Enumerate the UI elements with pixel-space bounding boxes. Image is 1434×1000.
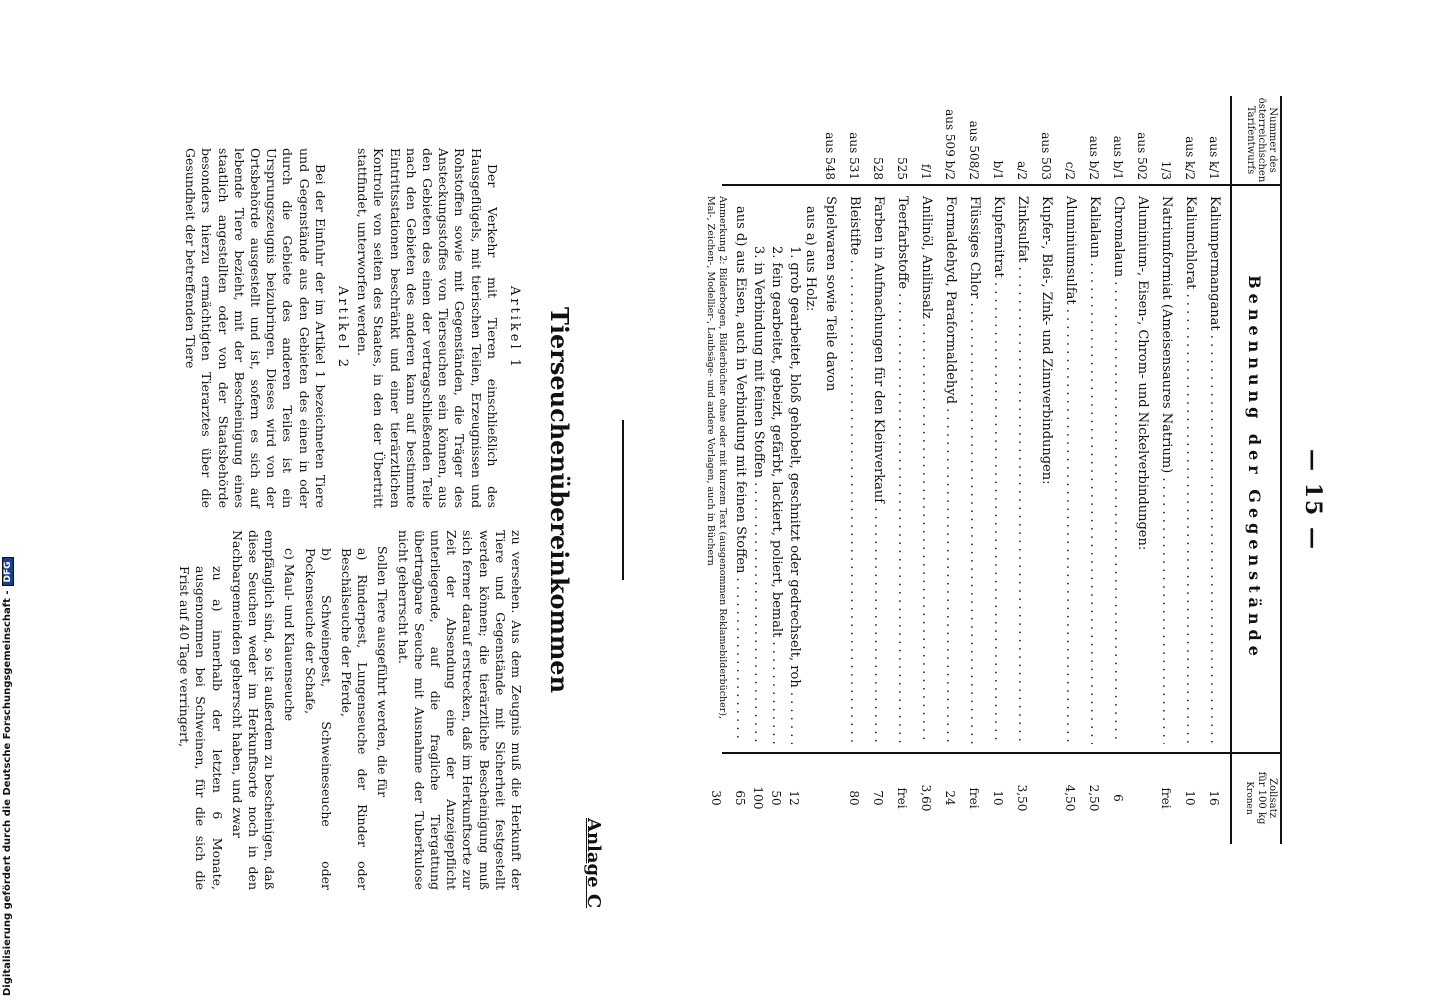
duty-rate: frei xyxy=(895,787,909,809)
item-description: Bleistifte . . . xyxy=(842,196,866,744)
item-description: Farben in Aufmachungen für den Kleinverkauf . . . xyxy=(866,196,890,744)
table-note-row xyxy=(700,96,728,844)
page-number: — 15 — xyxy=(1300,449,1326,551)
item-description: Aluminiumsulfat . . . xyxy=(1058,196,1082,744)
duty-rate: frei xyxy=(967,787,981,809)
table-top-rule xyxy=(1280,96,1282,844)
item-description: Natriumformiat (Ameisensaures Natrium) . . . xyxy=(1154,196,1178,744)
table-row xyxy=(962,96,986,844)
item-description: Kaliumpermanganat . . . xyxy=(1202,196,1226,744)
header-tariff-number: Nummer des österreichischen Tarifentwurfs xyxy=(1245,97,1278,183)
article-paragraph: Bei der Einfuhr der im Artikel 1 bezeichneten Tiere und Gegenstände aus den Gebieten des einen in oder durch die Gebiete des anderen Teiles ist ein Ursprungszeugnis beizubringen. Dieses wird von der Ortsbehörde ausgestellt und ist, sofern es sich auf lebende Tiere bezieht, mit der Bescheinigung eines staatlich angestellten oder von der Staatsbehörde besonders hierzu ermächtigten Tierarztes über die Gesundheit der betreffenden Tiere xyxy=(183,148,328,508)
item-description: aus d) aus Eisen, auch in Verbindung mit feinen Stoffen . . . xyxy=(730,206,750,744)
duty-rate: 2,50 xyxy=(1087,784,1101,812)
agreement-title: Tierseuchenübereinkommen xyxy=(545,306,574,694)
duty-rate: 30 xyxy=(709,790,723,806)
table-row xyxy=(730,96,750,844)
duty-rate: 10 xyxy=(991,790,1005,806)
tariff-number: c/2 xyxy=(1063,161,1077,180)
duty-rate: 24 xyxy=(943,790,957,806)
header-designation: Benennung der Gegenstände xyxy=(1245,275,1264,661)
article-heading: Artikel 1 xyxy=(507,285,522,371)
duty-rate: 4,50 xyxy=(1063,784,1077,812)
tariff-number: 528 xyxy=(871,157,885,180)
tariff-number: 525 xyxy=(895,157,909,180)
item-description: Formaldehyd, Paraformaldehyd . . . xyxy=(938,196,962,744)
tariff-number: aus 508/2 xyxy=(967,120,981,180)
item-description: 2. fein gearbeitet, gebeizt, gefärbt, lackiert, poliert, bemalt . . . xyxy=(766,246,786,744)
tariff-number: aus 503 xyxy=(1039,132,1053,180)
table-row xyxy=(842,96,866,844)
table-row xyxy=(986,96,1010,844)
table-row xyxy=(1130,96,1154,844)
duty-rate: 3,50 xyxy=(1015,784,1029,812)
table-row xyxy=(1154,96,1178,844)
tariff-number: aus k/1 xyxy=(1207,136,1221,180)
tariff-number: a/2 xyxy=(1015,161,1029,180)
paragraph: zu versehen. Aus dem Zeugnis muß die Herkunft der Tiere und Gegenstände mit Sicherheit festgestellt werden können; die tierärztliche Bescheinigung muß sich ferner darauf erstrecken, daß im Herkunftsorte zur Zeit der Absendung eine der Anzeigepflicht unterliegende, auf die fragliche Tiergattung übertragbare Seuche mit Ausnahme der Tuberkulose nicht geherrscht hat. xyxy=(395,530,524,890)
text-column-left xyxy=(178,148,524,508)
item-description: Chromalaun . . . xyxy=(1106,196,1130,744)
table-header-rule xyxy=(1230,96,1232,844)
duty-rate: 10 xyxy=(1183,790,1197,806)
item-description: Aluminium-, Eisen-, Chrom- und Nickelverbindungen: xyxy=(1135,196,1150,551)
header-duty-line2: für 100 kg xyxy=(1256,771,1267,825)
dfg-logo: DFG xyxy=(2,557,14,586)
digitization-credit-text: Digitalisierung gefördert durch die Deutsche Forschungsgemeinschaft - xyxy=(2,590,13,996)
list-item: a) Rinderpest, Lungenseuche der Rinder oder Beschälseuche der Pferde, xyxy=(338,548,371,890)
table-row xyxy=(890,96,914,844)
table-row xyxy=(1058,96,1082,844)
item-description: Kupfernitrat . . . xyxy=(986,196,1010,744)
table-row xyxy=(866,96,890,844)
duty-rate: 16 xyxy=(1207,790,1221,806)
item-description: aus a) aus Holz: xyxy=(803,206,818,312)
duty-rate: 50 xyxy=(769,790,783,806)
table-note: Anmerkung 2: Bilderbogen, Bilderbücher ohne oder mit kurzem Text (ausgenommen Reklamebilderbücher), Mal-, Zeichen-, Modellier-, Laubsäge- und andere Vorlagen, auch in Büchern xyxy=(705,196,728,720)
article-heading: Artikel 2 xyxy=(334,285,350,371)
tariff-number: aus 531 xyxy=(847,132,861,180)
table-row xyxy=(766,96,786,844)
item-description: Kalialaun . . . xyxy=(1082,196,1106,744)
table-row xyxy=(1082,96,1106,844)
digitization-credit xyxy=(2,557,14,996)
item-description: Zinksulfat . . . xyxy=(1010,196,1034,744)
tariff-number: aus k/2 xyxy=(1183,136,1197,180)
section-divider xyxy=(622,420,624,580)
tariff-number: 1/3 xyxy=(1159,160,1173,180)
duty-rate: 6 xyxy=(1111,794,1125,802)
duty-rate: 100 xyxy=(751,786,765,810)
tariff-number: aus 502 xyxy=(1135,132,1149,180)
tariff-number: aus 509 b/2 xyxy=(943,109,957,180)
tariff-number: f/1 xyxy=(919,163,933,180)
item-description: Flüssiges Chlor . . . xyxy=(962,196,986,744)
table-row xyxy=(784,96,804,844)
item-description: Kupfer-, Blei-, Zink- und Zinnverbindungen: xyxy=(1039,196,1054,485)
item-description: 1. grob gearbeitet, bloß gehobelt, geschnitzt oder gedrechselt, roh . . . xyxy=(784,246,804,744)
duty-rate: 3,60 xyxy=(919,784,933,812)
tariff-number: b/1 xyxy=(991,160,1005,180)
item-description: Spielwaren sowie Teile davon xyxy=(823,196,838,392)
header-duty-line1: Zollsatz xyxy=(1267,778,1278,818)
duty-rate: frei xyxy=(1159,787,1173,809)
list-item: b) Schweinepest, Schweineseuche oder Pockenseuche der Schafe, xyxy=(302,548,334,890)
table-row xyxy=(938,96,962,844)
tariff-number: aus b/1 xyxy=(1111,135,1125,180)
duty-rate: 12 xyxy=(787,790,801,806)
table-row xyxy=(1034,96,1058,844)
tariff-table xyxy=(722,96,1282,844)
table-row xyxy=(1010,96,1034,844)
item-description: 3. in Verbindung mit feinen Stoffen . . . xyxy=(748,246,768,744)
item-description: Teerfarbstoffe . . . xyxy=(890,196,914,744)
table-row xyxy=(914,96,938,844)
table-row xyxy=(1202,96,1226,844)
header-duty-currency: Kronen xyxy=(1244,781,1254,815)
list-item: c) Maul- und Klauenseuche xyxy=(282,548,298,722)
duty-rate: 80 xyxy=(847,790,861,806)
table-row xyxy=(1178,96,1202,844)
annex-label: Anlage C xyxy=(583,818,604,909)
item-description: Anilinöl, Anilinsalz . . . xyxy=(914,196,938,744)
duty-rate: 70 xyxy=(871,790,885,806)
text-column-right xyxy=(172,530,524,890)
paragraph: Sollen Tiere ausgeführt werden, die für xyxy=(375,546,391,798)
tariff-number: aus 548 xyxy=(823,132,837,180)
table-row xyxy=(1106,96,1130,844)
paragraph: zu a) innerhalb der letzten 6 Monate, ausgenommen bei Schweinen, für die sich die Frist auf 40 Tage verringert, xyxy=(177,566,225,890)
header-duty-rate xyxy=(1243,752,1278,844)
item-description: Kaliumchlorat . . . xyxy=(1178,196,1202,744)
duty-rate: 65 xyxy=(733,790,747,806)
article-paragraph: Der Verkehr mit Tieren einschließlich des Hausgeflügels, mit tierischen Teilen, Erzeugnissen und Rohstoffen sowie mit Gegenständen, die Träger des Ansteckungsstoffes von Tierseuchen sein können, aus den Gebieten des einen der vertragschließenden Teile nach den Gebieten des anderen kann auf bestimmte Eintrittsstationen beschränkt und einer tierärztlichen Kontrolle von seiten des Staates, in den der Übertritt stattfindet, unterworfen werden. xyxy=(355,148,500,508)
paragraph: empfänglich sind, so ist außerdem zu bescheinigen, daß diese Seuchen weder im Herkunftsorte noch in den Nachbargemeinden geherrscht haben, und zwar xyxy=(229,530,278,890)
tariff-number: aus b/2 xyxy=(1087,135,1101,180)
table-row xyxy=(748,96,768,844)
